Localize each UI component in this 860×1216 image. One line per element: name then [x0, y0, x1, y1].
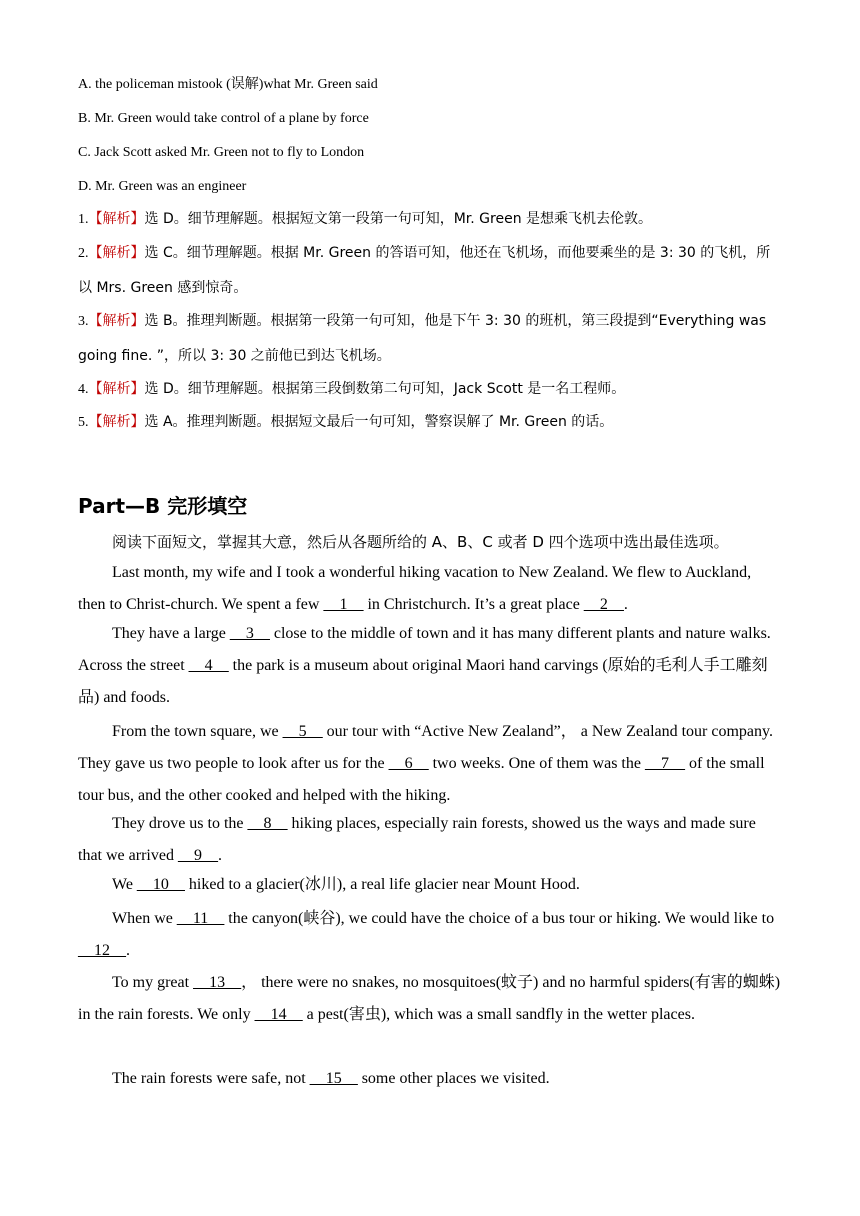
passage-text: two weeks. One of them was the: [428, 755, 645, 772]
instruction-text: 阅读下面短文，掌握其大意，然后从各题所给的 A、B、C 或者 D 四个选项中选出最佳选项。: [112, 533, 729, 551]
passage-text: of the small tour bus, and the other cooked and helped with the hiking.: [78, 755, 765, 804]
blank-9: __9__: [177, 847, 218, 864]
answer-text: 选 D。细节理解题。根据短文第一段第一句可知，Mr. Green 是想乘飞机去伦敦。: [144, 211, 653, 227]
answer-text: 选 C。细节理解题。根据 Mr. Green 的答语可知，他还在飞机场，而他要乘坐的是 3: 30 的飞机，所以 Mrs. Green 感到惊奇。: [78, 245, 771, 296]
passage-text: ， there were no snakes, no mosquitoes(蚊子) and no harmful spiders(有害的蜘蛛) in the rain forests. We only: [78, 974, 781, 1023]
blank-7: __7__: [644, 755, 685, 772]
paragraph-4: [78, 808, 782, 872]
blank-6: __6__: [388, 755, 429, 772]
passage-text: .: [217, 847, 222, 864]
option-d: D. Mr. Green was an engineer: [78, 179, 247, 194]
answer-number: 5.: [78, 415, 89, 430]
passage-text: the canyon(峡谷), we could have the choice of a bus tour or hiking. We would like to: [224, 910, 775, 927]
blank-4: __4__: [188, 657, 229, 674]
option-c: C. Jack Scott asked Mr. Green not to fly to London: [78, 145, 365, 160]
blank-1: __1__: [323, 596, 364, 613]
blank-5: __5__: [282, 723, 323, 740]
passage-text: a pest(害虫), which was a small sandfly in the wetter places.: [302, 1006, 695, 1023]
answer-4: [78, 372, 782, 407]
passage-text: From the town square, we: [112, 723, 283, 740]
passage-text: The rain forests were safe, not: [112, 1070, 310, 1087]
answer-2: [78, 236, 782, 306]
answer-text: 选 D。细节理解题。根据第三段倒数第二句可知，Jack Scott 是一名工程师。: [144, 381, 626, 397]
blank-3: __3__: [229, 625, 270, 642]
blank-10: __10__: [136, 876, 185, 893]
paragraph-7: [78, 967, 782, 1031]
paragraph-8: [78, 1063, 782, 1095]
paragraph-3: [78, 716, 782, 812]
answer-number: 1.: [78, 212, 89, 227]
passage-text: .: [623, 596, 628, 613]
blank-11: __11__: [176, 910, 225, 927]
answer-5: [78, 405, 782, 440]
blank-15: __15__: [309, 1070, 358, 1087]
answer-text: 选 B。推理判断题。根据第一段第一句可知，他是下午 3: 30 的班机，第三段提到“Everything was going fine. ”，所以 3: 30 之前他已到达飞机场。: [78, 313, 767, 364]
passage-text: They drove us to the: [112, 815, 248, 832]
passage-text: .: [126, 942, 130, 959]
passage-text: the park is a museum about original Maori hand carvings (原始的毛利人手工雕刻品) and foods.: [78, 657, 768, 706]
passage-text: close to the middle of town and it has many different plants and nature walks. Across the street: [78, 625, 771, 674]
blank-12: __12__: [78, 942, 126, 959]
blank-14: __14__: [254, 1006, 303, 1023]
answer-text: 选 A。推理判断题。根据短文最后一句可知，警察误解了 Mr. Green 的话。: [144, 414, 614, 430]
passage-text: hiking places, especially rain forests, showed us the ways and made sure that we arrived: [78, 815, 756, 864]
answer-number: 2.: [78, 246, 89, 261]
analysis-tag: 【解析】: [88, 245, 145, 261]
analysis-tag: 【解析】: [88, 211, 145, 227]
passage-text: We: [112, 876, 137, 893]
passage-text: in Christchurch. It’s a great place: [363, 596, 584, 613]
paragraph-2: [78, 618, 782, 714]
answer-number: 3.: [78, 314, 89, 329]
answer-3: [78, 304, 782, 374]
analysis-tag: 【解析】: [88, 313, 145, 329]
blank-13: __13__: [193, 974, 242, 991]
passage-text: hiked to a glacier(冰川), a real life glacier near Mount Hood.: [184, 876, 580, 893]
instruction: [78, 526, 782, 558]
analysis-tag: 【解析】: [88, 414, 145, 430]
answer-number: 4.: [78, 382, 89, 397]
section-title: Part—B 完形填空: [78, 494, 248, 518]
passage-text: When we: [112, 910, 177, 927]
paragraph-1: [78, 557, 782, 621]
option-a: A. the policeman mistook (误解)what Mr. Green said: [78, 77, 378, 92]
blank-2: __2__: [583, 596, 624, 613]
blank-8: __8__: [247, 815, 288, 832]
option-b: B. Mr. Green would take control of a plane by force: [78, 111, 369, 126]
passage-text: Last month, my wife and I took a wonderful hiking vacation to New Zealand. We flew to Auckland, then to Christ-church. We spent a few: [78, 564, 752, 613]
analysis-tag: 【解析】: [88, 381, 145, 397]
passage-text: some other places we visited.: [357, 1070, 550, 1087]
passage-text: our tour with “Active New Zealand”， a New Zealand tour company. They gave us two people to look after us for the: [78, 723, 773, 772]
passage-text: To my great: [112, 974, 194, 991]
passage-text: They have a large: [112, 625, 230, 642]
answer-1: [78, 202, 782, 237]
paragraph-5: [78, 869, 782, 901]
paragraph-6: [78, 903, 782, 967]
